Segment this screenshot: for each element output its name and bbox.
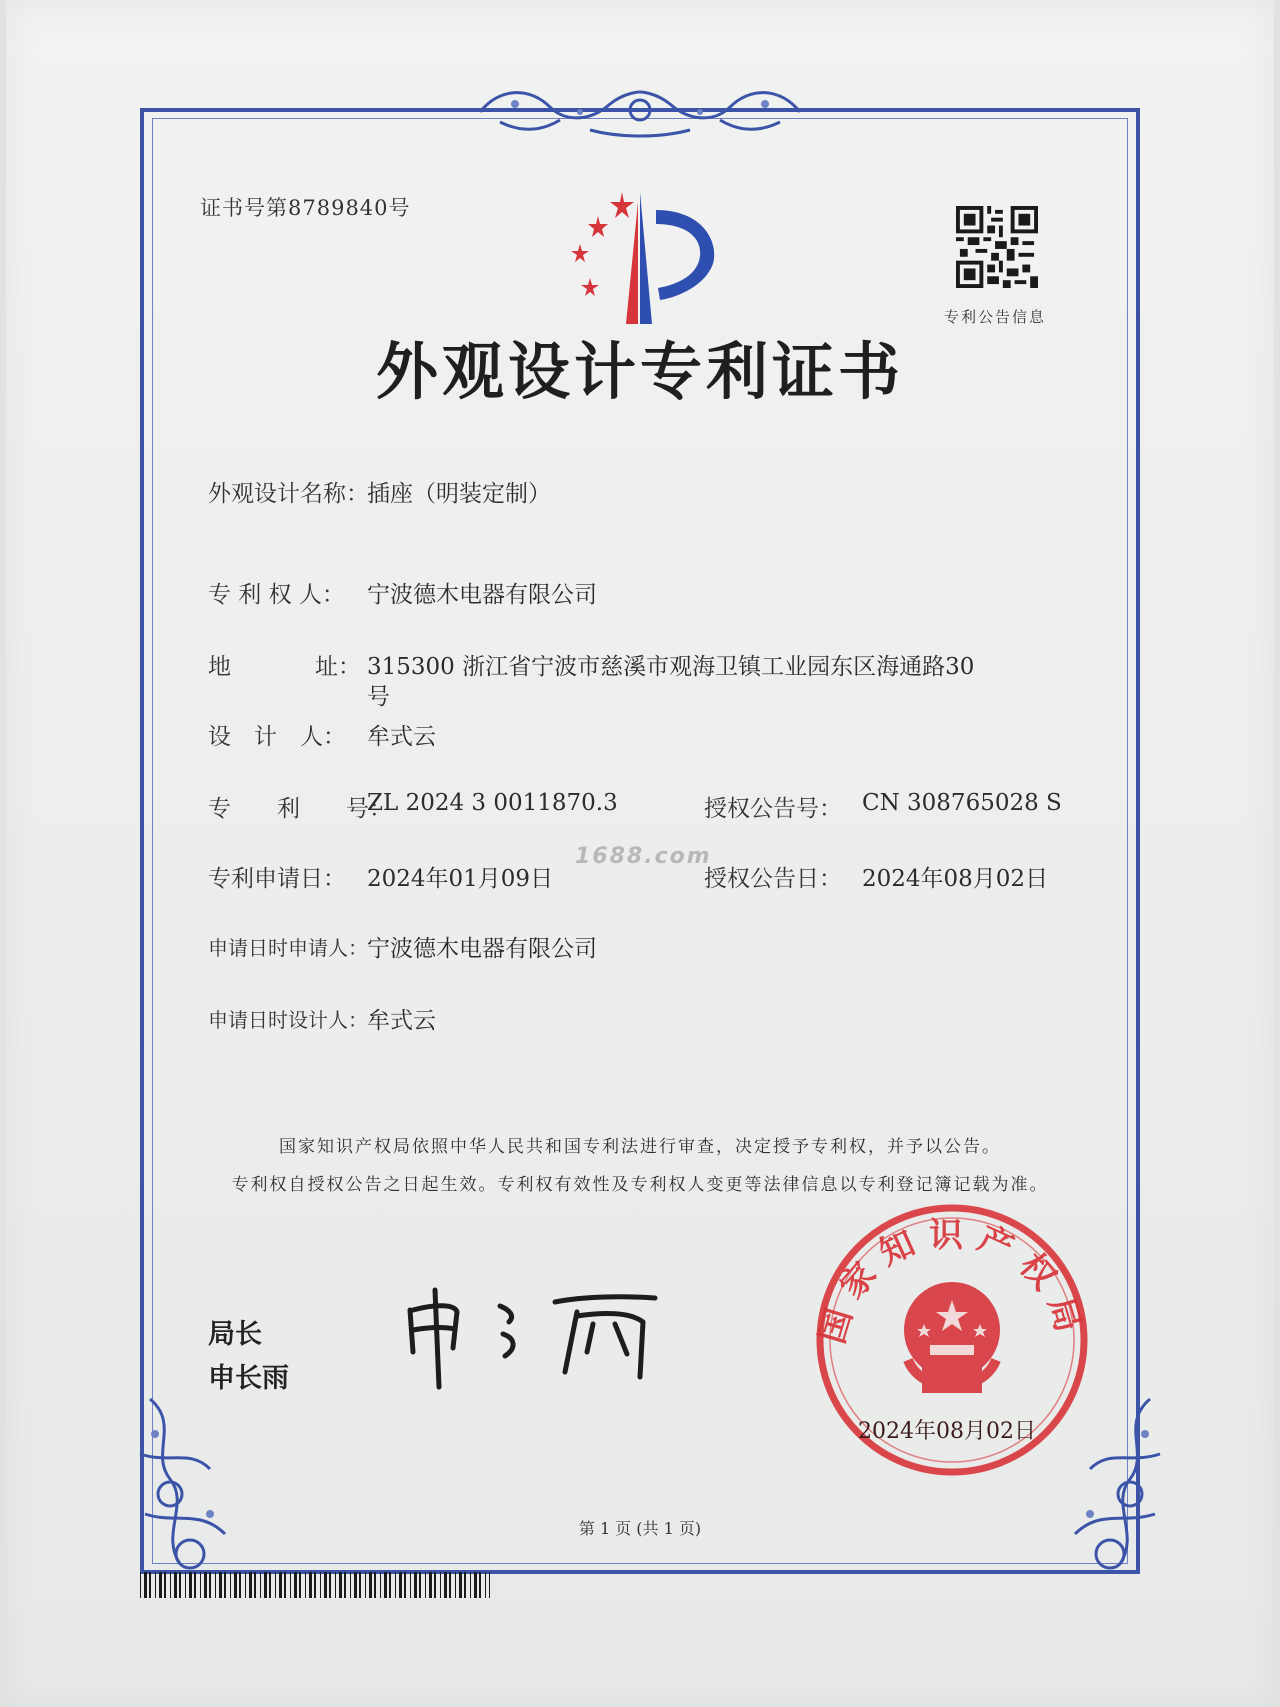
design-name-label: 外观设计名称： xyxy=(208,481,369,507)
patentee-label: 专 利 权 人： xyxy=(208,582,345,608)
grant-announcement-date-label: 授权公告日： xyxy=(704,866,842,892)
barcode-bar xyxy=(170,1572,171,1598)
barcode-bar xyxy=(449,1572,451,1598)
notice-line-2: 专利权自授权公告之日起生效。专利权有效性及专利权人变更等法律信息以专利登记簿记载为准。 xyxy=(231,1175,1049,1195)
barcode-bar xyxy=(335,1572,336,1598)
barcode-bar xyxy=(425,1572,426,1598)
address-value-line2: 号 xyxy=(367,684,390,710)
barcode-bar xyxy=(149,1572,151,1598)
barcode-bar xyxy=(209,1572,211,1598)
address-value-line1: 315300 浙江省宁波市慈溪市观海卫镇工业园东区海通路30 xyxy=(367,654,975,680)
svg-text:国家知识产权局: 国家知识产权局 xyxy=(812,1215,1092,1349)
barcode-bar xyxy=(294,1572,297,1598)
barcode-bar xyxy=(204,1572,207,1598)
barcode-bar xyxy=(264,1572,267,1598)
cnipa-logo-icon xyxy=(560,192,730,324)
barcode-bar xyxy=(254,1572,256,1598)
barcode-bar xyxy=(365,1572,366,1598)
seal-date: 2024年08月02日 xyxy=(858,1419,1036,1444)
application-date-value: 2024年01月09日 xyxy=(367,866,554,892)
barcode-bar xyxy=(434,1572,436,1598)
watermark-text: 1688.com xyxy=(575,844,712,869)
designer-value: 牟式云 xyxy=(367,724,436,750)
applicant-at-filing-value: 宁波德木电器有限公司 xyxy=(367,936,597,962)
barcode-bar xyxy=(290,1572,291,1598)
barcode-bar xyxy=(164,1572,166,1598)
barcode-bar xyxy=(344,1572,346,1598)
barcode-bar xyxy=(249,1572,252,1598)
barcode-bar xyxy=(329,1572,331,1598)
patent-no-label: 专 利 号： xyxy=(208,796,392,822)
barcode-bar xyxy=(374,1572,376,1598)
barcode-bar xyxy=(354,1572,357,1598)
barcode-bar xyxy=(224,1572,226,1598)
barcode-bar xyxy=(485,1572,486,1598)
barcode-bar xyxy=(470,1572,471,1598)
address-label-right: 址： xyxy=(315,654,361,680)
barcode-bar xyxy=(489,1572,490,1598)
barcode-bar xyxy=(305,1572,306,1598)
director-name: 申长雨 xyxy=(208,1363,289,1394)
qr-caption: 专利公告信息 xyxy=(943,308,1046,326)
barcode-bar xyxy=(444,1572,447,1598)
barcode-bar xyxy=(239,1572,241,1598)
barcode-bar xyxy=(324,1572,327,1598)
barcode-bar xyxy=(410,1572,411,1598)
barcode-bar xyxy=(269,1572,271,1598)
address-label-left: 地 xyxy=(208,654,231,680)
certificate-title: 外观设计专利证书 xyxy=(375,335,904,408)
barcode-bar xyxy=(369,1572,372,1598)
grant-announcement-no-value: CN 308765028 S xyxy=(862,790,1062,816)
barcode-bar xyxy=(179,1572,181,1598)
barcode-bar xyxy=(320,1572,321,1598)
qr-code-icon xyxy=(956,206,1038,288)
designer-at-filing-value: 牟式云 xyxy=(367,1008,436,1034)
barcode-bar xyxy=(219,1572,222,1598)
signature-icon xyxy=(405,1282,665,1392)
barcode-bar xyxy=(389,1572,391,1598)
design-name-value: 插座（明装定制） xyxy=(367,481,551,507)
barcode-bar xyxy=(284,1572,286,1598)
barcode-bar xyxy=(260,1572,261,1598)
barcode-bar xyxy=(429,1572,432,1598)
barcode-bar xyxy=(159,1572,162,1598)
barcode-bar xyxy=(174,1572,177,1598)
grant-announcement-date-value: 2024年08月02日 xyxy=(862,866,1049,892)
barcode-bar xyxy=(140,1572,141,1598)
barcode-bar xyxy=(440,1572,441,1598)
barcode-bar xyxy=(314,1572,316,1598)
barcode-bar xyxy=(215,1572,216,1598)
barcode-bar xyxy=(419,1572,421,1598)
barcode-bar xyxy=(245,1572,246,1598)
barcode-bar xyxy=(455,1572,456,1598)
barcode-bar xyxy=(459,1572,462,1598)
certificate-number: 证书号第8789840号 xyxy=(200,196,411,220)
patentee-value: 宁波德木电器有限公司 xyxy=(367,582,597,608)
barcode-bar xyxy=(464,1572,466,1598)
barcode-bar xyxy=(359,1572,361,1598)
barcode-bar xyxy=(279,1572,282,1598)
barcode-bar xyxy=(350,1572,351,1598)
barcode-bar xyxy=(474,1572,477,1598)
barcode-bar xyxy=(399,1572,402,1598)
patent-no-value: ZL 2024 3 0011870.3 xyxy=(367,790,618,816)
barcode-bar xyxy=(275,1572,276,1598)
grant-announcement-no-label: 授权公告号： xyxy=(704,796,842,822)
barcode-bar xyxy=(299,1572,301,1598)
designer-at-filing-label: 申请日时设计人： xyxy=(208,1008,368,1032)
barcode-bar xyxy=(155,1572,156,1598)
barcode-icon xyxy=(140,1572,490,1598)
director-title: 局长 xyxy=(208,1319,262,1350)
barcode-bar xyxy=(230,1572,231,1598)
barcode-bar xyxy=(309,1572,312,1598)
application-date-label: 专利申请日： xyxy=(208,866,346,892)
barcode-bar xyxy=(200,1572,201,1598)
barcode-bar xyxy=(414,1572,417,1598)
page-number: 第 1 页 (共 1 页) xyxy=(578,1519,702,1538)
barcode-bar xyxy=(189,1572,192,1598)
applicant-at-filing-label: 申请日时申请人： xyxy=(208,936,368,960)
barcode-bar xyxy=(234,1572,237,1598)
barcode-bar xyxy=(339,1572,342,1598)
barcode-bar xyxy=(384,1572,387,1598)
corner-ornament-left-icon xyxy=(130,1394,240,1584)
barcode-bar xyxy=(395,1572,396,1598)
barcode-bar xyxy=(479,1572,481,1598)
barcode-bar xyxy=(404,1572,406,1598)
barcode-bar xyxy=(194,1572,196,1598)
barcode-bar xyxy=(380,1572,381,1598)
top-ornament-icon xyxy=(470,82,810,140)
designer-label: 设 计 人： xyxy=(208,724,346,750)
barcode-bar xyxy=(185,1572,186,1598)
notice-line-1: 国家知识产权局依照中华人民共和国专利法进行审查，决定授予专利权，并予以公告。 xyxy=(279,1137,1001,1157)
barcode-bar xyxy=(144,1572,147,1598)
